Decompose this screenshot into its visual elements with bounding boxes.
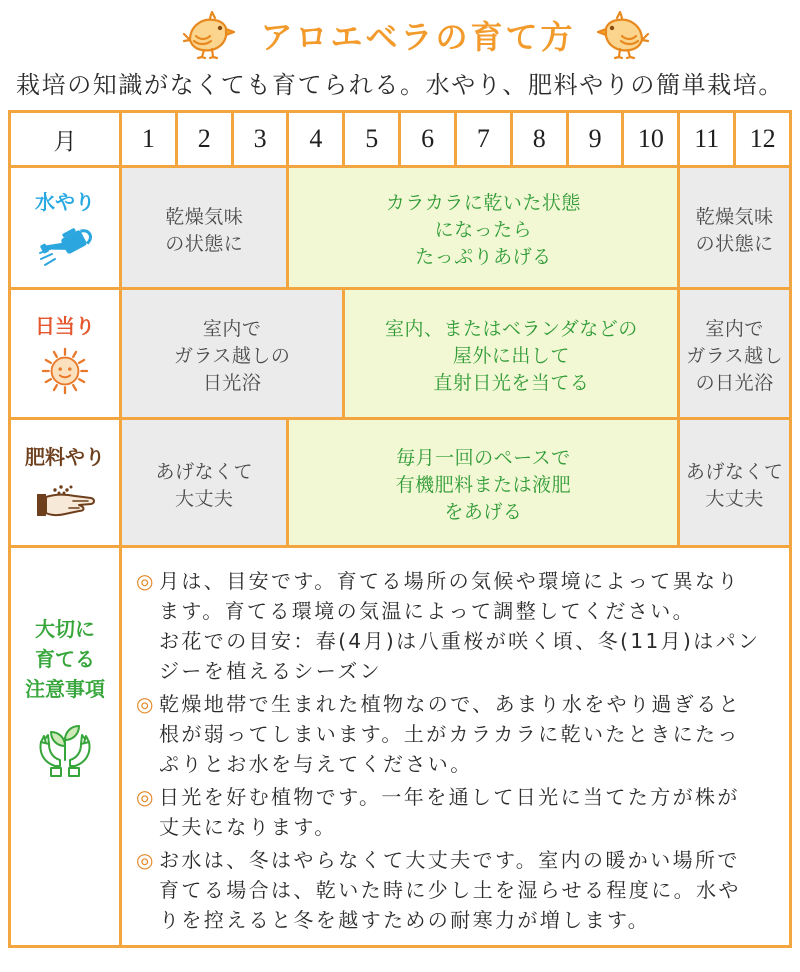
month-10-header: 10 (624, 113, 677, 165)
cell-text-line: たっぷりあげる (415, 246, 552, 268)
note-item (136, 689, 789, 779)
watering-cell-early (122, 168, 286, 287)
label-line: 肥料やり (25, 444, 105, 469)
cell-text-line: ガラス越しの (173, 345, 291, 367)
note-line: ジーを植えるシーズン (159, 659, 382, 683)
month-12-header: 12 (736, 113, 789, 165)
hand-seeds-icon (33, 478, 97, 522)
sunlight-cell-early (122, 290, 342, 417)
label-line: 育てる (35, 647, 95, 671)
month-9-header: 9 (569, 113, 622, 165)
note-item (136, 566, 789, 686)
cell-text-line: 大丈夫 (174, 487, 234, 510)
note-bullet: ◎ (136, 848, 156, 872)
cell-text-line: の状態に (165, 232, 244, 255)
subtitle: 栽培の知識がなくても育てられる。水やり、肥料やりの簡単栽培。 (16, 71, 784, 99)
label-line: 注意事項 (25, 677, 105, 701)
note-item (136, 782, 789, 842)
month-2-header: 2 (178, 113, 231, 165)
label-line: 水やり (35, 189, 95, 214)
watering-can-icon (37, 223, 93, 267)
fertilizer-cell-growing (289, 420, 677, 545)
note-line: お花での目安：春(4月)は八重桜が咲く頃、冬(11月)はパン (159, 629, 761, 653)
care-notes (122, 548, 789, 945)
cell-text-line: ガラス越し (686, 345, 784, 367)
month-6-header: 6 (401, 113, 454, 165)
note-text: 月は、目安です。育てる場所の気候や環境によって異なり (159, 569, 740, 593)
cell-text-line: 直射日光を当てる (433, 372, 590, 394)
label-line: 大切に (35, 617, 95, 641)
cell-text-line: の状態に (695, 232, 774, 255)
note-line (136, 782, 789, 812)
cell-text-line: カラカラに乾いた状態 (385, 192, 581, 214)
note-line: ぷりとお水を与えてください。 (159, 752, 473, 776)
note-text: お水は、冬はやらなくて大丈夫です。室内の暖かい場所で (159, 848, 740, 872)
note-line (136, 689, 789, 719)
fertilizer-cell-early (122, 420, 286, 545)
month-8-header: 8 (513, 113, 566, 165)
cell-text-line: の日光浴 (695, 372, 774, 394)
row-label-sunlight-text (35, 313, 95, 339)
note-text: 日光を好む植物です。一年を通して日光に当てた方が株が (159, 785, 740, 809)
cell-text-line: 室内で (202, 318, 262, 340)
watering-cell-growing (289, 168, 677, 287)
note-line: 育てる場合は、乾いた時に少し土を湿らせる程度に。水や (159, 878, 741, 902)
note-item (136, 845, 789, 935)
month-1-header: 1 (122, 113, 175, 165)
sunlight-cell-late (680, 290, 789, 417)
bird-icon (182, 10, 236, 60)
note-line (136, 845, 789, 875)
note-text: 乾燥地帯で生まれた植物なので、あまり水をやり過ぎると (159, 692, 741, 716)
care-calendar-table (8, 110, 792, 948)
note-line: 丈夫になります。 (159, 815, 337, 839)
note-bullet: ◎ (136, 692, 156, 716)
cell-text-line: 有機肥料または液肥 (395, 474, 572, 496)
note-bullet: ◎ (136, 785, 156, 809)
month-7-header: 7 (457, 113, 510, 165)
bird-icon (596, 10, 650, 60)
note-line: 根が弱ってしまいます。土がカラカラに乾いたときにたっ (159, 722, 740, 746)
cell-text-line: 大丈夫 (705, 487, 764, 510)
cell-text-line: 室内、またはベランダなどの (384, 318, 638, 340)
cell-text-line: あげなくて (685, 460, 784, 483)
cell-text-line: 乾燥気味 (165, 205, 244, 228)
label-line: 日当り (35, 313, 95, 338)
note-line (136, 566, 789, 596)
sun-icon (41, 347, 89, 395)
page-title: アロエベラの育て方 (260, 18, 576, 56)
row-label-notes-text (25, 614, 105, 704)
cell-text-line: 毎月一回のペースで (396, 447, 571, 469)
cell-text-line: 日光浴 (202, 372, 262, 394)
cell-text-line: 屋外に出して (452, 345, 570, 367)
cell-text-line: あげなくて (155, 460, 253, 483)
month-column-header: 月 (11, 113, 119, 165)
note-bullet: ◎ (136, 569, 156, 593)
sunlight-cell-growing (345, 290, 677, 417)
note-line: りを控えると冬を越すための耐寒力が増します。 (159, 908, 651, 932)
note-line: ます。育てる環境の気温によって調整してください。 (159, 599, 695, 623)
hands-sprout-icon (35, 716, 95, 780)
cell-text-line: をあげる (444, 501, 523, 523)
row-label-notes (11, 548, 119, 945)
row-label-fertilizer (11, 420, 119, 545)
month-11-header: 11 (680, 113, 733, 165)
cell-text-line: 乾燥気味 (695, 205, 774, 228)
cell-text-line: 室内で (705, 318, 764, 340)
month-4-header: 4 (289, 113, 342, 165)
row-label-watering-text (35, 189, 95, 215)
cell-text-line: になったら (434, 219, 533, 241)
month-5-header: 5 (345, 113, 398, 165)
row-label-fertilizer-text (25, 444, 105, 470)
row-label-sunlight (11, 290, 119, 417)
fertilizer-cell-late (680, 420, 789, 545)
title-bar (0, 0, 800, 66)
month-3-header: 3 (234, 113, 287, 165)
row-label-watering (11, 168, 119, 287)
watering-cell-late (680, 168, 789, 287)
